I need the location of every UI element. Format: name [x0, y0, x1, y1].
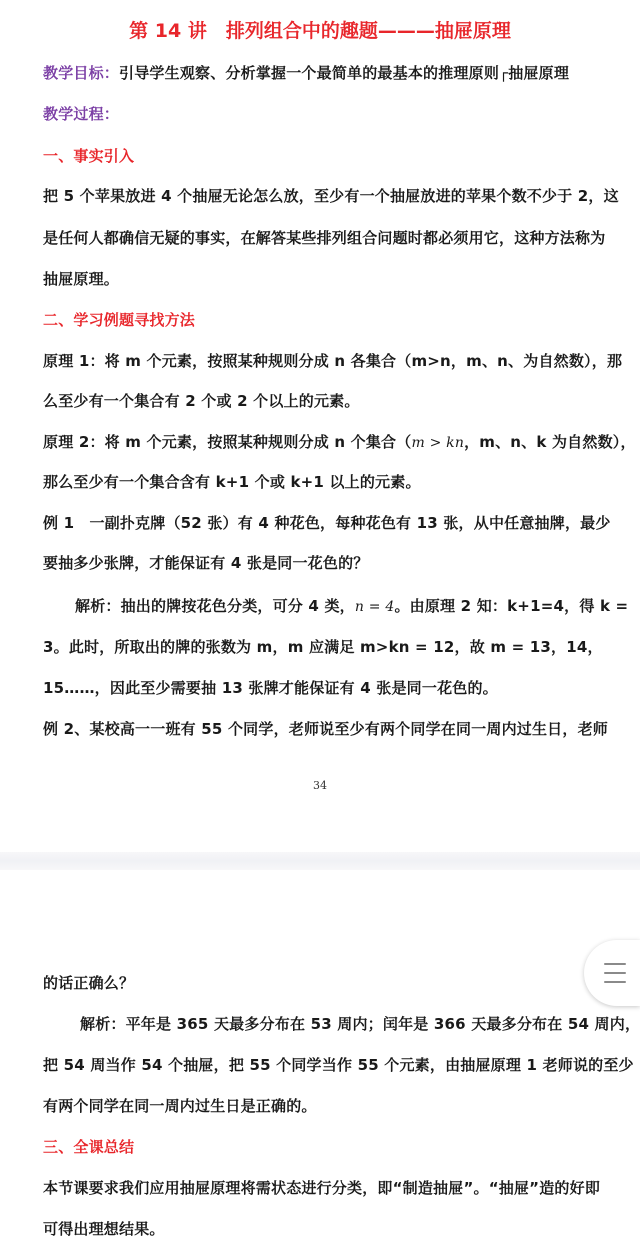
example2-line: 的话正确么？	[43, 974, 135, 992]
analysis1-text-a: 解析：抽出的牌按花色分类，可分 4 类，	[75, 597, 355, 615]
section3-heading: 三、全课总结	[43, 1138, 135, 1156]
menu-icon	[604, 963, 626, 983]
principle2-math: m > kn	[411, 435, 465, 451]
section1-heading: 一、事实引入	[43, 147, 135, 165]
example1-line: 例 1 一副扑克牌（52 张）有 4 种花色，每种花色有 13 张，从中任意抽牌，最少	[43, 514, 611, 532]
principle2-line	[43, 431, 636, 452]
objective-label: 教学目标：	[43, 64, 120, 82]
principle2-line: 那么至少有一个集合含有 k+1 个或 k+1 以上的元素。	[43, 473, 421, 491]
principle2-text-b: ，m、n、k 为自然数），	[464, 433, 636, 451]
analysis1-line: 15……，因此至少需要抽 13 张牌才能保证有 4 张是同一花色的。	[43, 679, 498, 697]
analysis2-line: 解析：平年是 365 天最多分布在 53 周内；闰年是 366 天最多分布在 54 周内，	[80, 1015, 640, 1033]
page-number: 34	[313, 779, 327, 792]
objective-line	[43, 62, 569, 83]
process-label: 教学过程：	[43, 105, 120, 123]
section1-line: 把 5 个苹果放进 4 个抽屉无论怎么放，至少有一个抽屉放进的苹果个数不少于 2，这	[43, 187, 619, 205]
section1-line: 抽屉原理。	[43, 270, 120, 288]
page-separator	[0, 852, 640, 870]
principle1-line: 么至少有一个集合有 2 个或 2 个以上的元素。	[43, 392, 360, 410]
summary-line: 本节课要求我们应用抽屉原理将需状态进行分类，即“制造抽屉”。“抽屉”造的好即	[43, 1179, 601, 1197]
principle2-text-a: 原理 2：将 m 个元素，按照某种规则分成 n 个集合（	[43, 433, 412, 451]
example1-line: 要抽多少张牌，才能保证有 4 张是同一花色的？	[43, 554, 369, 572]
section1-line: 是任何人都确信无疑的事实，在解答某些排列组合问题时都必须用它，这种方法称为	[43, 229, 606, 247]
analysis1-line: 3。此时，所取出的牌的张数为 m，m 应满足 m>kn = 12，故 m = 13，14，	[43, 638, 603, 656]
objective-text: 引导学生观察、分析掌握一个最简单的最基本的推理原则┌抽屉原理	[119, 64, 570, 82]
analysis2-line: 有两个同学在同一周内过生日是正确的。	[43, 1097, 317, 1115]
analysis1-line	[75, 595, 628, 616]
example2-line: 例 2、某校高一一班有 55 个同学，老师说至少有两个同学在同一周内过生日，老师	[43, 720, 608, 738]
section2-heading: 二、学习例题寻找方法	[43, 311, 196, 329]
summary-line: 可得出理想结果。	[43, 1220, 165, 1238]
analysis1-math: n = 4	[354, 599, 395, 615]
principle1-line: 原理 1：将 m 个元素，按照某种规则分成 n 各集合（m>n，m、n、为自然数），那	[43, 352, 623, 370]
lesson-title: 第 14 讲 排列组合中的趣题———抽屉原理	[129, 20, 511, 42]
analysis1-text-b: 。由原理 2 知：k+1=4，得 k =	[394, 597, 629, 615]
analysis2-line: 把 54 周当作 54 个抽屉，把 55 个同学当作 55 个元素，由抽屉原理 1 老师说的至少	[43, 1056, 634, 1074]
